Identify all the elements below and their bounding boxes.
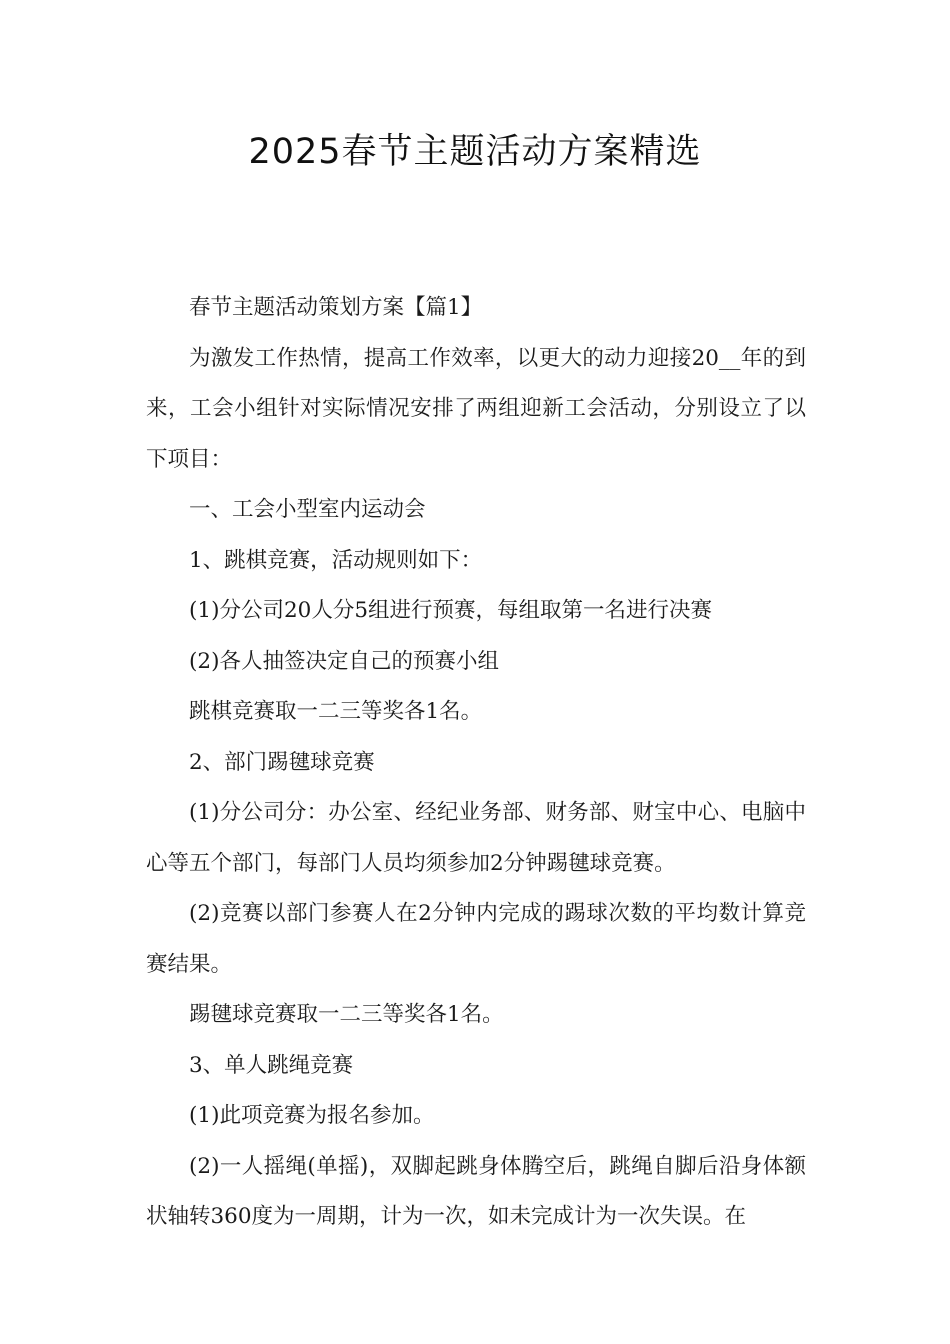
list-item: (1)分公司分：办公室、经纪业务部、财务部、财宝中心、电脑中心等五个部门，每部门人员均须参加2分钟踢毽球竞赛。 bbox=[146, 800, 806, 876]
subsection-heading: 3、单人跳绳竞赛 bbox=[189, 1052, 354, 1078]
paragraph: 为激发工作热情，提高工作效率，以更大的动力迎接20__年的到来，工会小组针对实际情况安排了两组迎新工会活动，分别设立了以下项目： bbox=[146, 345, 806, 472]
document-title: 2025春节主题活动方案精选 bbox=[248, 132, 702, 172]
paragraph: 踢毽球竞赛取一二三等奖各1名。 bbox=[189, 1002, 504, 1027]
list-item: (2)竞赛以部门参赛人在2分钟内完成的踢球次数的平均数计算竞赛结果。 bbox=[146, 901, 806, 977]
paragraph: 跳棋竞赛取一二三等奖各1名。 bbox=[189, 699, 483, 724]
document-body bbox=[146, 283, 806, 1243]
list-item: (2)一人摇绳(单摇)，双脚起跳身体腾空后，跳绳自脚后沿身体额状轴转360度为一周期，计为一次，如未完成计为一次失误。在 bbox=[146, 1153, 806, 1229]
list-item: (1)此项竞赛为报名参加。 bbox=[189, 1103, 435, 1128]
list-item: (1)分公司20人分5组进行预赛，每组取第一名进行决赛 bbox=[189, 598, 712, 623]
subsection-heading: 2、部门踢毽球竞赛 bbox=[189, 749, 375, 775]
subsection-heading: 1、跳棋竞赛，活动规则如下： bbox=[189, 547, 483, 573]
section-heading: 春节主题活动策划方案【篇1】 bbox=[189, 295, 483, 320]
list-item: (2)各人抽签决定自己的预赛小组 bbox=[189, 648, 499, 674]
section-heading: 一、工会小型室内运动会 bbox=[189, 497, 426, 522]
